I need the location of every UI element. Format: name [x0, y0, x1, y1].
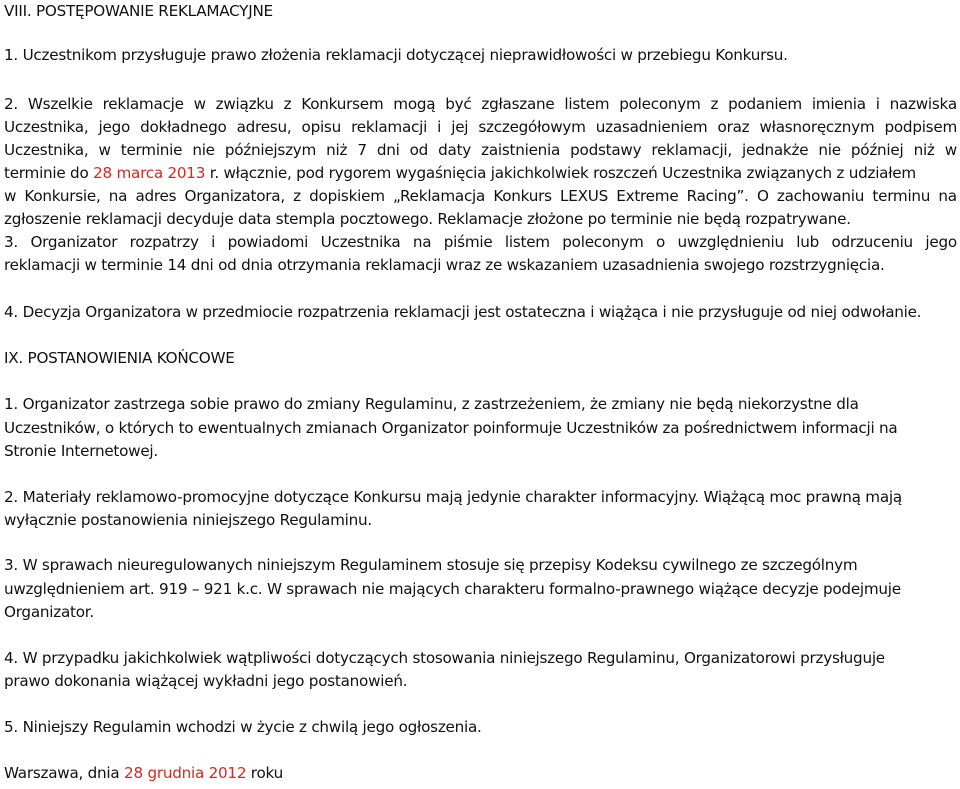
word: zgłaszane: [481, 95, 555, 113]
word: 7: [357, 141, 367, 159]
word: terminu: [872, 187, 931, 205]
deadline-suffix: r. włącznie, pod rygorem wygaśnięcia jakichkolwiek roszczeń Uczestnika związanych z udziałem: [205, 164, 916, 182]
section-8-paragraph-1: 1. Uczestnikom przysługuje prawo złożenia reklamacji dotyczącej nieprawidłowości w przebiegu Konkursu.: [4, 46, 788, 64]
word: poleconym: [562, 233, 644, 251]
section-9-paragraph-1-line-3: Stronie Internetowej.: [4, 442, 158, 460]
word: rozpatrzy: [129, 233, 199, 251]
section-9-paragraph-4-line-2: prawo dokonania wiążącej wykładni jego postanowień.: [4, 672, 408, 690]
word: lub: [796, 233, 820, 251]
word: Extreme: [616, 187, 679, 205]
signoff-prefix: Warszawa, dnia: [4, 764, 125, 782]
word: nie: [192, 141, 215, 159]
word: reklamacje: [102, 95, 184, 113]
word: późniejszym: [224, 141, 317, 159]
deadline-prefix: terminie do: [4, 164, 94, 182]
section-8-paragraph-3-line-2: reklamacji w terminie 14 dni od dnia otrzymania reklamacji wraz ze wskazaniem uzasadnienia swojego rozstrzygnięcia.: [4, 256, 885, 274]
section-8-paragraph-2-line-6: zgłoszenie reklamacji decyduje data stempla pocztowego. Reklamacje złożone po terminie nie będą rozpatrywane.: [4, 210, 851, 228]
word: 2.: [4, 95, 18, 113]
section-9-paragraph-3-line-3: Organizator.: [4, 603, 94, 621]
word: szczegółowym: [478, 118, 586, 136]
word: Konkursie,: [24, 187, 101, 205]
word: mogą: [393, 95, 436, 113]
word: podstawy: [570, 141, 642, 159]
word: listem: [504, 233, 550, 251]
word: niż: [326, 141, 348, 159]
word: i: [437, 118, 442, 136]
section-8-paragraph-2-line-3: [4, 139, 957, 161]
word: uzasadnieniem: [595, 118, 708, 136]
word: uwzględnieniu: [677, 233, 784, 251]
word: o: [656, 233, 666, 251]
word: odrzuceniu: [831, 233, 913, 251]
word: reklamacji,: [651, 141, 732, 159]
word: dokładnego: [140, 118, 227, 136]
section-8-paragraph-2-line-1: [4, 93, 957, 115]
word: 3.: [4, 233, 18, 251]
word: adresu,: [236, 118, 292, 136]
word: własnoręcznym: [759, 118, 875, 136]
word: oraz: [717, 118, 750, 136]
section-8-paragraph-4: 4. Decyzja Organizatora w przedmiocie rozpatrzenia reklamacji jest ostateczna i wiążąca i nie przysługuje od niej odwołanie.: [4, 303, 922, 321]
word: piśmie: [443, 233, 493, 251]
signoff-place-date: [4, 762, 283, 784]
word: „Reklamacja: [392, 187, 486, 205]
section-8-paragraph-2-line-2: [4, 116, 957, 138]
word: na: [412, 233, 432, 251]
word: adres: [135, 187, 177, 205]
word: na: [108, 187, 128, 205]
word: nazwiska: [889, 95, 957, 113]
section-9-paragraph-3-line-1: 3. W sprawach nieuregulowanych niniejszym Regulaminem stosuje się przepisy Kodeksu cywilnego ze szczególnym: [4, 556, 858, 574]
word: jednakże: [742, 141, 809, 159]
word: podaniem: [728, 95, 802, 113]
word: O: [756, 187, 769, 205]
word: daty: [438, 141, 472, 159]
word: jego: [98, 118, 131, 136]
word: z: [283, 95, 292, 113]
word: zachowaniu: [776, 187, 865, 205]
word: reklamacji: [351, 118, 428, 136]
section-8-paragraph-2-line-4: [4, 162, 916, 184]
word: Uczestnika,: [4, 141, 89, 159]
word: później: [850, 141, 904, 159]
word: w: [98, 141, 111, 159]
word: dopiskiem: [309, 187, 385, 205]
word: w: [4, 187, 17, 205]
section-9-paragraph-1-line-1: 1. Organizator zastrzega sobie prawo do zmiany Regulaminu, z zastrzeżeniem, że zmiany nie będą niekorzystne dla: [4, 395, 859, 413]
section-9-paragraph-3-line-2: uwzględnieniem art. 919 – 921 k.c. W sprawach nie mających charakteru formalno-prawnego wiążące decyzje podejmuje: [4, 580, 901, 598]
section-9-paragraph-5: 5. Niniejszy Regulamin wchodzi w życie z chwilą jego ogłoszenia.: [4, 718, 482, 736]
word: Konkurs: [493, 187, 552, 205]
word: i: [211, 233, 216, 251]
section-9-paragraph-2-line-2: wyłącznie postanowienia niniejszego Regulaminu.: [4, 511, 372, 529]
word: Wszelkie: [27, 95, 93, 113]
word: i: [875, 95, 880, 113]
word: w: [944, 141, 957, 159]
word: na: [938, 187, 957, 205]
word: LEXUS: [560, 187, 608, 205]
word: terminie: [120, 141, 183, 159]
section-8-paragraph-2-line-5: [4, 185, 957, 207]
section-8-heading: VIII. POSTĘPOWANIE REKLAMACYJNE: [4, 2, 273, 20]
word: od: [409, 141, 429, 159]
deadline-date: 28 marca 2013: [93, 164, 206, 182]
word: Organizator: [30, 233, 118, 251]
section-9-paragraph-2-line-1: 2. Materiały reklamowo-promocyjne dotyczące Konkursu mają jedynie charakter informacyjny. Wiążącą moc prawną mają: [4, 488, 902, 506]
word: Organizatora,: [184, 187, 285, 205]
word: nie: [818, 141, 841, 159]
word: poleconym: [619, 95, 701, 113]
word: listem: [564, 95, 610, 113]
section-9-paragraph-1-line-2: Uczestników, o których to ewentualnych zmianach Organizator poinformuje Uczestników za pośrednictwem informacji na: [4, 419, 898, 437]
section-9-heading: IX. POSTANOWIENIA KOŃCOWE: [4, 349, 235, 367]
word: Uczestnika,: [4, 118, 89, 136]
section-9-paragraph-4-line-1: 4. W przypadku jakichkolwiek wątpliwości dotyczących stosowania niniejszego Regulaminu, Organizatorowi przysługuje: [4, 649, 885, 667]
signoff-suffix: roku: [246, 764, 283, 782]
section-8-paragraph-3-line-1: [4, 231, 957, 253]
signoff-date: 28 grudnia 2012: [124, 764, 247, 782]
word: jego: [925, 233, 957, 251]
word: niż: [913, 141, 935, 159]
word: jej: [451, 118, 469, 136]
word: w: [193, 95, 206, 113]
word: z: [710, 95, 719, 113]
word: zaistnienia: [481, 141, 561, 159]
word: Konkursem: [301, 95, 384, 113]
word: dni: [376, 141, 400, 159]
word: być: [445, 95, 472, 113]
word: Racing”.: [686, 187, 749, 205]
word: z: [293, 187, 301, 205]
word: opisu: [301, 118, 341, 136]
word: związku: [215, 95, 274, 113]
word: Uczestnika: [320, 233, 401, 251]
word: imienia: [811, 95, 866, 113]
word: podpisem: [884, 118, 957, 136]
word: powiadomi: [227, 233, 309, 251]
